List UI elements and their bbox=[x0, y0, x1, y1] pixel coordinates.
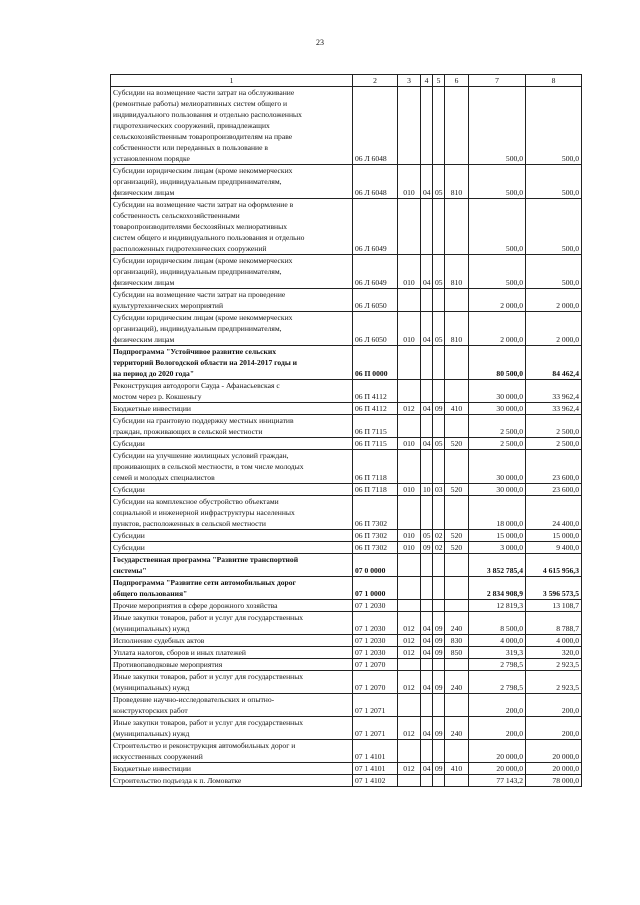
section-code-cell bbox=[421, 740, 433, 763]
expense-type-code-cell bbox=[445, 775, 469, 787]
header-cell: 2 bbox=[353, 75, 398, 87]
table-row bbox=[111, 671, 582, 694]
header-cell: 6 bbox=[445, 75, 469, 87]
expense-type-code-cell bbox=[445, 199, 469, 255]
amount-year-1-cell: 30 000,0 bbox=[469, 450, 526, 484]
table-row bbox=[111, 612, 582, 635]
header-cell: 7 bbox=[469, 75, 526, 87]
amount-year-2-cell: 2 000,0 bbox=[526, 289, 582, 312]
ministry-code-cell: 012 bbox=[398, 635, 421, 647]
section-code-cell: 10 bbox=[421, 484, 433, 496]
table-row bbox=[111, 484, 582, 496]
expense-type-code-cell: 520 bbox=[445, 438, 469, 450]
table-row bbox=[111, 403, 582, 415]
target-code-cell: 06 П 7302 bbox=[353, 542, 398, 554]
target-code-cell: 07 1 4102 bbox=[353, 775, 398, 787]
subsection-code-cell bbox=[433, 600, 445, 612]
ministry-code-cell bbox=[398, 775, 421, 787]
amount-year-2-cell: 20 000,0 bbox=[526, 763, 582, 775]
section-code-cell: 09 bbox=[421, 542, 433, 554]
table-row bbox=[111, 165, 582, 199]
expense-type-code-cell bbox=[445, 600, 469, 612]
header-cell: 3 bbox=[398, 75, 421, 87]
table-row bbox=[111, 659, 582, 671]
ministry-code-cell bbox=[398, 380, 421, 403]
expense-type-code-cell: 240 bbox=[445, 717, 469, 740]
item-name-cell: Субсидии bbox=[111, 484, 353, 496]
subsection-code-cell: 05 bbox=[433, 312, 445, 346]
ministry-code-cell: 010 bbox=[398, 542, 421, 554]
item-name-cell: Подпрограмма "Развитие сети автомобильных дорог общего пользования" bbox=[111, 577, 353, 600]
ministry-code-cell: 012 bbox=[398, 612, 421, 635]
subsection-code-cell bbox=[433, 659, 445, 671]
section-code-cell: 04 bbox=[421, 403, 433, 415]
item-name-cell: Государственная программа "Развитие транспортной системы" bbox=[111, 554, 353, 577]
amount-year-1-cell: 30 000,0 bbox=[469, 484, 526, 496]
ministry-code-cell bbox=[398, 289, 421, 312]
target-code-cell: 06 Л 6048 bbox=[353, 87, 398, 165]
section-code-cell bbox=[421, 577, 433, 600]
item-name-cell: Прочие мероприятия в сфере дорожного хозяйства bbox=[111, 600, 353, 612]
amount-year-1-cell: 500,0 bbox=[469, 255, 526, 289]
section-code-cell bbox=[421, 659, 433, 671]
target-code-cell: 06 Л 6048 bbox=[353, 165, 398, 199]
expense-type-code-cell: 810 bbox=[445, 165, 469, 199]
section-code-cell: 04 bbox=[421, 312, 433, 346]
target-code-cell: 07 0 0000 bbox=[353, 554, 398, 577]
ministry-code-cell: 010 bbox=[398, 438, 421, 450]
section-code-cell bbox=[421, 199, 433, 255]
section-code-cell: 04 bbox=[421, 165, 433, 199]
target-code-cell: 06 П 0000 bbox=[353, 346, 398, 380]
section-code-cell bbox=[421, 415, 433, 438]
amount-year-2-cell: 4 000,0 bbox=[526, 635, 582, 647]
item-name-cell: Субсидии bbox=[111, 438, 353, 450]
amount-year-2-cell: 3 596 573,5 bbox=[526, 577, 582, 600]
ministry-code-cell bbox=[398, 199, 421, 255]
target-code-cell: 06 Л 6049 bbox=[353, 255, 398, 289]
ministry-code-cell bbox=[398, 450, 421, 484]
amount-year-2-cell: 20 000,0 bbox=[526, 740, 582, 763]
ministry-code-cell bbox=[398, 346, 421, 380]
item-name-cell: Субсидии на возмещение части затрат на обслуживание (ремонтные работы) мелиоративных систем общего и индивидуального пользования и отдельно расположенных гидротехнических сооружений, принадлежащих сельскохозяйственным товаропроизводителям на праве собственности или переданных в пользование в установленном порядке bbox=[111, 87, 353, 165]
amount-year-2-cell: 200,0 bbox=[526, 694, 582, 717]
target-code-cell: 07 1 2070 bbox=[353, 671, 398, 694]
amount-year-1-cell: 80 500,0 bbox=[469, 346, 526, 380]
subsection-code-cell: 05 bbox=[433, 438, 445, 450]
amount-year-2-cell: 500,0 bbox=[526, 199, 582, 255]
table-row bbox=[111, 530, 582, 542]
target-code-cell: 06 П 4112 bbox=[353, 380, 398, 403]
subsection-code-cell bbox=[433, 694, 445, 717]
table-row bbox=[111, 87, 582, 165]
section-code-cell: 04 bbox=[421, 647, 433, 659]
expense-type-code-cell: 520 bbox=[445, 530, 469, 542]
table-row bbox=[111, 763, 582, 775]
table-row bbox=[111, 775, 582, 787]
expense-type-code-cell bbox=[445, 496, 469, 530]
item-name-cell: Иные закупки товаров, работ и услуг для государственных (муниципальных) нужд bbox=[111, 671, 353, 694]
table-row bbox=[111, 312, 582, 346]
target-code-cell: 07 1 2030 bbox=[353, 647, 398, 659]
target-code-cell: 07 1 2070 bbox=[353, 659, 398, 671]
target-code-cell: 06 Л 6050 bbox=[353, 312, 398, 346]
ministry-code-cell: 010 bbox=[398, 165, 421, 199]
ministry-code-cell: 012 bbox=[398, 403, 421, 415]
amount-year-2-cell: 2 923,5 bbox=[526, 659, 582, 671]
expense-type-code-cell bbox=[445, 415, 469, 438]
amount-year-2-cell: 78 000,0 bbox=[526, 775, 582, 787]
item-name-cell: Строительство и реконструкция автомобильных дорог и искусственных сооружений bbox=[111, 740, 353, 763]
item-name-cell: Субсидии на улучшение жилищных условий граждан, проживающих в сельской местности, в том числе молодых семей и молодых специалистов bbox=[111, 450, 353, 484]
section-code-cell bbox=[421, 289, 433, 312]
target-code-cell: 06 П 7302 bbox=[353, 496, 398, 530]
subsection-code-cell bbox=[433, 775, 445, 787]
amount-year-1-cell: 500,0 bbox=[469, 87, 526, 165]
subsection-code-cell bbox=[433, 577, 445, 600]
item-name-cell: Строительство подъезда к п. Ломоватке bbox=[111, 775, 353, 787]
item-name-cell: Иные закупки товаров, работ и услуг для государственных (муниципальных) нужд bbox=[111, 612, 353, 635]
expense-type-code-cell: 810 bbox=[445, 255, 469, 289]
header-cell: 8 bbox=[526, 75, 582, 87]
target-code-cell: 07 1 4101 bbox=[353, 763, 398, 775]
subsection-code-cell bbox=[433, 415, 445, 438]
expense-type-code-cell: 810 bbox=[445, 312, 469, 346]
item-name-cell: Субсидии юридическим лицам (кроме некоммерческих организаций), индивидуальным предпринимателям, физическим лицам bbox=[111, 255, 353, 289]
table-row bbox=[111, 380, 582, 403]
header-cell: 5 bbox=[433, 75, 445, 87]
item-name-cell: Субсидии юридическим лицам (кроме некоммерческих организаций), индивидуальным предпринимателям, физическим лицам bbox=[111, 312, 353, 346]
amount-year-1-cell: 500,0 bbox=[469, 165, 526, 199]
ministry-code-cell: 012 bbox=[398, 671, 421, 694]
amount-year-1-cell: 2 000,0 bbox=[469, 312, 526, 346]
subsection-code-cell: 09 bbox=[433, 647, 445, 659]
amount-year-1-cell: 12 819,3 bbox=[469, 600, 526, 612]
target-code-cell: 07 1 2071 bbox=[353, 694, 398, 717]
ministry-code-cell: 010 bbox=[398, 312, 421, 346]
ministry-code-cell: 010 bbox=[398, 530, 421, 542]
amount-year-2-cell: 2 500,0 bbox=[526, 438, 582, 450]
subsection-code-cell: 05 bbox=[433, 165, 445, 199]
section-code-cell: 04 bbox=[421, 671, 433, 694]
section-code-cell: 04 bbox=[421, 438, 433, 450]
expense-type-code-cell bbox=[445, 380, 469, 403]
section-code-cell bbox=[421, 496, 433, 530]
expense-type-code-cell: 520 bbox=[445, 542, 469, 554]
header-row bbox=[111, 75, 582, 87]
target-code-cell: 07 1 2030 bbox=[353, 600, 398, 612]
subsection-code-cell bbox=[433, 554, 445, 577]
ministry-code-cell bbox=[398, 694, 421, 717]
target-code-cell: 06 П 7115 bbox=[353, 438, 398, 450]
amount-year-1-cell: 500,0 bbox=[469, 199, 526, 255]
page-number: 23 bbox=[316, 38, 324, 47]
ministry-code-cell: 010 bbox=[398, 255, 421, 289]
amount-year-2-cell: 23 600,0 bbox=[526, 484, 582, 496]
expense-type-code-cell: 410 bbox=[445, 763, 469, 775]
item-name-cell: Уплата налогов, сборов и иных платежей bbox=[111, 647, 353, 659]
item-name-cell: Противопаводковые мероприятия bbox=[111, 659, 353, 671]
amount-year-2-cell: 8 788,7 bbox=[526, 612, 582, 635]
header-cell: 4 bbox=[421, 75, 433, 87]
target-code-cell: 06 Л 6050 bbox=[353, 289, 398, 312]
amount-year-1-cell: 3 000,0 bbox=[469, 542, 526, 554]
amount-year-1-cell: 4 000,0 bbox=[469, 635, 526, 647]
item-name-cell: Исполнение судебных актов bbox=[111, 635, 353, 647]
amount-year-1-cell: 2 500,0 bbox=[469, 438, 526, 450]
subsection-code-cell: 09 bbox=[433, 763, 445, 775]
subsection-code-cell: 09 bbox=[433, 671, 445, 694]
section-code-cell bbox=[421, 554, 433, 577]
ministry-code-cell bbox=[398, 87, 421, 165]
expense-type-code-cell bbox=[445, 87, 469, 165]
expense-type-code-cell: 850 bbox=[445, 647, 469, 659]
amount-year-1-cell: 8 500,0 bbox=[469, 612, 526, 635]
section-code-cell: 04 bbox=[421, 717, 433, 740]
item-name-cell: Реконструкция автодороги Сауда - Афанасьевская с мостом через р. Кокшеньгу bbox=[111, 380, 353, 403]
amount-year-2-cell: 500,0 bbox=[526, 255, 582, 289]
amount-year-2-cell: 33 962,4 bbox=[526, 403, 582, 415]
subsection-code-cell: 09 bbox=[433, 717, 445, 740]
section-code-cell: 04 bbox=[421, 635, 433, 647]
table-row bbox=[111, 647, 582, 659]
expense-type-code-cell bbox=[445, 289, 469, 312]
item-name-cell: Субсидии на грантовую поддержку местных инициатив граждан, проживающих в сельской местности bbox=[111, 415, 353, 438]
expense-type-code-cell: 520 bbox=[445, 484, 469, 496]
subsection-code-cell bbox=[433, 289, 445, 312]
subsection-code-cell: 05 bbox=[433, 255, 445, 289]
ministry-code-cell bbox=[398, 577, 421, 600]
table-row bbox=[111, 438, 582, 450]
expense-type-code-cell bbox=[445, 577, 469, 600]
section-code-cell bbox=[421, 380, 433, 403]
amount-year-1-cell: 30 000,0 bbox=[469, 403, 526, 415]
section-code-cell: 05 bbox=[421, 530, 433, 542]
expense-type-code-cell bbox=[445, 740, 469, 763]
ministry-code-cell: 010 bbox=[398, 484, 421, 496]
subsection-code-cell: 03 bbox=[433, 484, 445, 496]
amount-year-2-cell: 2 923,5 bbox=[526, 671, 582, 694]
amount-year-2-cell: 13 108,7 bbox=[526, 600, 582, 612]
subsection-code-cell bbox=[433, 496, 445, 530]
amount-year-2-cell: 2 000,0 bbox=[526, 312, 582, 346]
table-row bbox=[111, 740, 582, 763]
ministry-code-cell bbox=[398, 496, 421, 530]
amount-year-2-cell: 2 500,0 bbox=[526, 415, 582, 438]
target-code-cell: 07 1 2030 bbox=[353, 612, 398, 635]
item-name-cell: Субсидии на комплексное обустройство объектами социальной и инженерной инфраструктуры населенных пунктов, расположенных в сельской местности bbox=[111, 496, 353, 530]
ministry-code-cell: 012 bbox=[398, 763, 421, 775]
budget-table bbox=[110, 74, 582, 787]
target-code-cell: 07 1 4101 bbox=[353, 740, 398, 763]
table-row bbox=[111, 635, 582, 647]
subsection-code-cell: 02 bbox=[433, 542, 445, 554]
ministry-code-cell bbox=[398, 554, 421, 577]
amount-year-1-cell: 2 500,0 bbox=[469, 415, 526, 438]
table-row bbox=[111, 577, 582, 600]
target-code-cell: 06 П 4112 bbox=[353, 403, 398, 415]
target-code-cell: 07 1 0000 bbox=[353, 577, 398, 600]
ministry-code-cell: 012 bbox=[398, 717, 421, 740]
amount-year-1-cell: 2 798,5 bbox=[469, 671, 526, 694]
amount-year-1-cell: 18 000,0 bbox=[469, 496, 526, 530]
ministry-code-cell bbox=[398, 740, 421, 763]
target-code-cell: 06 П 7115 bbox=[353, 415, 398, 438]
item-name-cell: Субсидии на возмещение части затрат на проведение культуртехнических мероприятий bbox=[111, 289, 353, 312]
target-code-cell: 07 1 2030 bbox=[353, 635, 398, 647]
section-code-cell bbox=[421, 694, 433, 717]
expense-type-code-cell bbox=[445, 554, 469, 577]
amount-year-1-cell: 2 798,5 bbox=[469, 659, 526, 671]
table-row bbox=[111, 289, 582, 312]
expense-type-code-cell: 240 bbox=[445, 612, 469, 635]
amount-year-2-cell: 24 400,0 bbox=[526, 496, 582, 530]
item-name-cell: Субсидии bbox=[111, 542, 353, 554]
expense-type-code-cell: 830 bbox=[445, 635, 469, 647]
amount-year-2-cell: 320,0 bbox=[526, 647, 582, 659]
ministry-code-cell: 012 bbox=[398, 647, 421, 659]
subsection-code-cell bbox=[433, 450, 445, 484]
item-name-cell: Иные закупки товаров, работ и услуг для государственных (муниципальных) нужд bbox=[111, 717, 353, 740]
section-code-cell bbox=[421, 346, 433, 380]
amount-year-2-cell: 84 462,4 bbox=[526, 346, 582, 380]
amount-year-2-cell: 200,0 bbox=[526, 717, 582, 740]
expense-type-code-cell: 410 bbox=[445, 403, 469, 415]
subsection-code-cell bbox=[433, 87, 445, 165]
expense-type-code-cell bbox=[445, 659, 469, 671]
amount-year-2-cell: 33 962,4 bbox=[526, 380, 582, 403]
section-code-cell bbox=[421, 450, 433, 484]
amount-year-1-cell: 2 000,0 bbox=[469, 289, 526, 312]
item-name-cell: Субсидии bbox=[111, 530, 353, 542]
target-code-cell: 06 П 7118 bbox=[353, 484, 398, 496]
target-code-cell: 06 П 7118 bbox=[353, 450, 398, 484]
table-row bbox=[111, 415, 582, 438]
expense-type-code-cell: 240 bbox=[445, 671, 469, 694]
table-row bbox=[111, 346, 582, 380]
expense-type-code-cell bbox=[445, 346, 469, 380]
item-name-cell: Подпрограмма "Устойчивое развитие сельских территорий Вологодской области на 2014-2017 годы и на период до 2020 года" bbox=[111, 346, 353, 380]
subsection-code-cell bbox=[433, 199, 445, 255]
table-row bbox=[111, 694, 582, 717]
amount-year-2-cell: 15 000,0 bbox=[526, 530, 582, 542]
amount-year-2-cell: 500,0 bbox=[526, 165, 582, 199]
amount-year-2-cell: 500,0 bbox=[526, 87, 582, 165]
ministry-code-cell bbox=[398, 415, 421, 438]
expense-type-code-cell bbox=[445, 450, 469, 484]
subsection-code-cell bbox=[433, 380, 445, 403]
target-code-cell: 07 1 2071 bbox=[353, 717, 398, 740]
section-code-cell: 04 bbox=[421, 763, 433, 775]
item-name-cell: Бюджетные инвестиции bbox=[111, 763, 353, 775]
ministry-code-cell bbox=[398, 659, 421, 671]
amount-year-2-cell: 4 615 956,3 bbox=[526, 554, 582, 577]
subsection-code-cell: 02 bbox=[433, 530, 445, 542]
section-code-cell bbox=[421, 775, 433, 787]
subsection-code-cell: 09 bbox=[433, 612, 445, 635]
amount-year-2-cell: 23 600,0 bbox=[526, 450, 582, 484]
item-name-cell: Субсидии на возмещение части затрат на оформление в собственность сельскохозяйственными товаропроизводителями бесхозяйных мелиоративных систем общего и индивидуального пользования и отдельно расположенных гидротехнических сооружений bbox=[111, 199, 353, 255]
table-row bbox=[111, 600, 582, 612]
header-cell: 1 bbox=[111, 75, 353, 87]
amount-year-1-cell: 200,0 bbox=[469, 717, 526, 740]
amount-year-2-cell: 9 400,0 bbox=[526, 542, 582, 554]
amount-year-1-cell: 3 852 785,4 bbox=[469, 554, 526, 577]
item-name-cell: Проведение научно-исследовательских и опытно- конструкторских работ bbox=[111, 694, 353, 717]
table-row bbox=[111, 542, 582, 554]
table-row bbox=[111, 255, 582, 289]
amount-year-1-cell: 200,0 bbox=[469, 694, 526, 717]
ministry-code-cell bbox=[398, 600, 421, 612]
table-row bbox=[111, 717, 582, 740]
subsection-code-cell: 09 bbox=[433, 635, 445, 647]
amount-year-1-cell: 2 834 908,9 bbox=[469, 577, 526, 600]
section-code-cell bbox=[421, 87, 433, 165]
amount-year-1-cell: 20 000,0 bbox=[469, 740, 526, 763]
amount-year-1-cell: 77 143,2 bbox=[469, 775, 526, 787]
table-body bbox=[111, 87, 582, 787]
item-name-cell: Субсидии юридическим лицам (кроме некоммерческих организаций), индивидуальным предпринимателям, физическим лицам bbox=[111, 165, 353, 199]
subsection-code-cell bbox=[433, 346, 445, 380]
section-code-cell bbox=[421, 600, 433, 612]
item-name-cell: Бюджетные инвестиции bbox=[111, 403, 353, 415]
amount-year-1-cell: 15 000,0 bbox=[469, 530, 526, 542]
section-code-cell: 04 bbox=[421, 612, 433, 635]
subsection-code-cell: 09 bbox=[433, 403, 445, 415]
table-row bbox=[111, 450, 582, 484]
table-row bbox=[111, 199, 582, 255]
amount-year-1-cell: 20 000,0 bbox=[469, 763, 526, 775]
section-code-cell: 04 bbox=[421, 255, 433, 289]
amount-year-1-cell: 319,3 bbox=[469, 647, 526, 659]
table-row bbox=[111, 554, 582, 577]
target-code-cell: 06 П 7302 bbox=[353, 530, 398, 542]
expense-type-code-cell bbox=[445, 694, 469, 717]
target-code-cell: 06 Л 6049 bbox=[353, 199, 398, 255]
amount-year-1-cell: 30 000,0 bbox=[469, 380, 526, 403]
table-row bbox=[111, 496, 582, 530]
subsection-code-cell bbox=[433, 740, 445, 763]
